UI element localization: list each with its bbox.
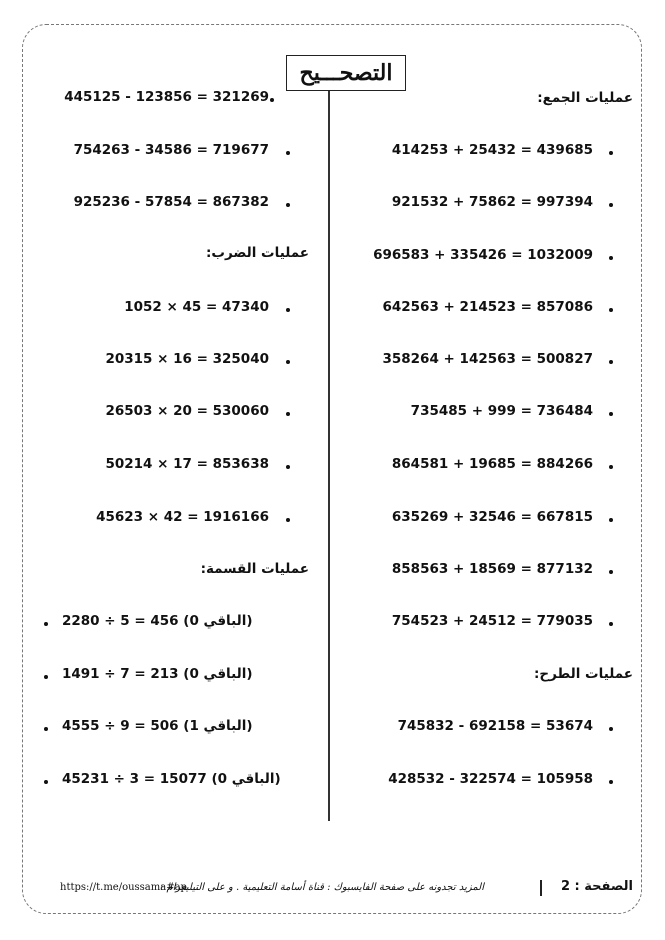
addition-item: 696583 + 335426 = 1032009 (373, 247, 593, 263)
bullet-icon (609, 780, 613, 784)
division-equation: 2280 ÷ 5 = 456 (62, 613, 179, 629)
bullet-icon (609, 203, 613, 207)
division-remainder: (الباقي 1) (183, 718, 253, 734)
division-equation: 45231 ÷ 3 = 15077 (62, 771, 207, 787)
bullet-icon (609, 727, 613, 731)
footer-url[interactable]: https://t.me/oussama#ap (60, 882, 187, 893)
division-remainder: (الباقي 0) (183, 613, 253, 629)
bullet-icon (609, 360, 613, 364)
subtraction-item: 925236 - 57854 = 867382 (73, 194, 269, 210)
bullet-icon (609, 151, 613, 155)
bullet-icon (609, 308, 613, 312)
column-divider (328, 91, 330, 821)
division-item (62, 613, 253, 629)
subtraction-item: 428532 - 322574 = 105958 (388, 771, 593, 787)
addition-item: 754523 + 24512 = 779035 (391, 613, 593, 629)
multiplication-item: 45623 × 42 = 1916166 (96, 509, 269, 525)
addition-heading: عمليات الجمع: (537, 90, 633, 106)
addition-item: 864581 + 19685 = 884266 (391, 456, 593, 472)
addition-item: 642563 + 214523 = 857086 (382, 299, 593, 315)
division-item (62, 771, 281, 787)
footer-page-number: الصفحة : 2 (560, 879, 633, 894)
bullet-icon (286, 151, 290, 155)
bullet-icon (609, 622, 613, 626)
footer-separator (540, 880, 542, 896)
division-equation: 1491 ÷ 7 = 213 (62, 666, 179, 682)
division-heading: عمليات القسمة: (200, 561, 309, 577)
bullet-icon (44, 675, 48, 679)
bullet-icon (609, 412, 613, 416)
addition-item: 358264 + 142563 = 500827 (382, 351, 593, 367)
addition-item: 635269 + 32546 = 667815 (391, 509, 593, 525)
bullet-icon (609, 465, 613, 469)
bullet-icon (286, 308, 290, 312)
subtraction-heading: عمليات الطرح: (533, 666, 633, 682)
addition-item: 735485 + 999 = 736484 (410, 403, 593, 419)
multiplication-item: 26503 × 20 = 530060 (105, 403, 269, 419)
bullet-icon (286, 465, 290, 469)
footer-note: المزيد تجدونه على صفحة الفايسبوك : قناة أسامة التعليمية . و على التيليغرام : (160, 882, 484, 893)
bullet-icon (44, 727, 48, 731)
bullet-icon (286, 412, 290, 416)
division-remainder: (الباقي 0) (183, 666, 253, 682)
multiplication-item: 50214 × 17 = 853638 (105, 456, 269, 472)
division-item (62, 718, 253, 734)
subtraction-item: 745832 - 692158 = 53674 (397, 718, 593, 734)
multiplication-heading: عمليات الضرب: (206, 245, 309, 261)
subtraction-item: 445125 - 123856 = 321269 (64, 89, 269, 105)
page-title: التصحـــيح (286, 55, 406, 91)
division-item (62, 666, 253, 682)
subtraction-item: 754263 - 34586 = 719677 (73, 142, 269, 158)
bullet-icon (286, 518, 290, 522)
bullet-icon (270, 98, 274, 102)
addition-item: 414253 + 25432 = 439685 (391, 142, 593, 158)
bullet-icon (286, 203, 290, 207)
bullet-icon (286, 360, 290, 364)
addition-item: 921532 + 75862 = 997394 (391, 194, 593, 210)
bullet-icon (609, 570, 613, 574)
division-remainder: (الباقي 0) (211, 771, 281, 787)
division-equation: 4555 ÷ 9 = 506 (62, 718, 179, 734)
multiplication-item: 1052 × 45 = 47340 (124, 299, 269, 315)
addition-item: 858563 + 18569 = 877132 (391, 561, 593, 577)
bullet-icon (44, 622, 48, 626)
bullet-icon (609, 256, 613, 260)
multiplication-item: 20315 × 16 = 325040 (105, 351, 269, 367)
bullet-icon (44, 780, 48, 784)
bullet-icon (609, 518, 613, 522)
